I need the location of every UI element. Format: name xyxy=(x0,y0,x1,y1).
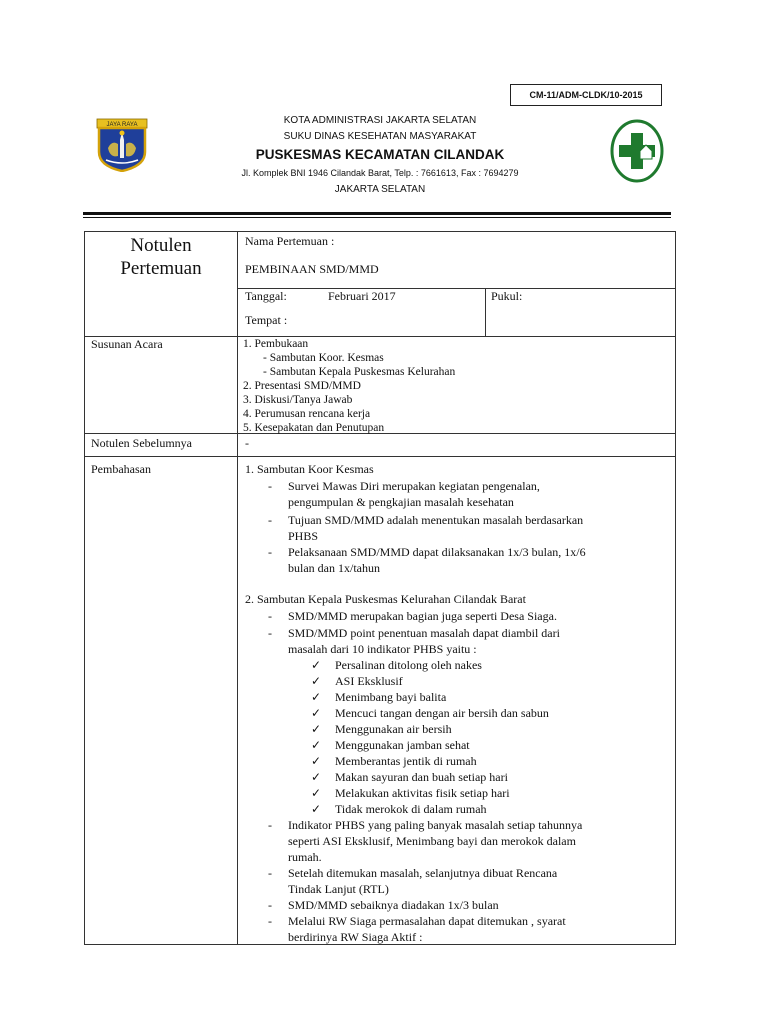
discussion-point: bulan dan 1x/tahun xyxy=(288,561,380,575)
discussion-heading-1: 1. Sambutan Koor Kesmas xyxy=(245,462,374,476)
header-institution: PUSKESMAS KECAMATAN CILANDAK xyxy=(255,147,505,162)
discussion-point: berdirinya RW Siaga Aktif : xyxy=(288,930,423,944)
agenda-subitem: - Sambutan Kepala Puskesmas Kelurahan xyxy=(263,366,456,378)
discussion-point: SMD/MMD merupakan bagian juga seperti Desa Siaga. xyxy=(288,609,557,623)
phbs-indicator: Menimbang bayi balita xyxy=(335,690,447,704)
column-divider xyxy=(485,288,486,336)
agenda-item: 2. Presentasi SMD/MMD xyxy=(243,380,361,392)
row-divider xyxy=(85,456,675,457)
discussion-point: seperti ASI Eksklusif, Menimbang bayi dan merokok dalam xyxy=(288,834,576,848)
dash-bullet: - xyxy=(268,609,272,623)
check-icon: ✓ xyxy=(311,738,322,752)
row-divider xyxy=(85,336,675,337)
phbs-indicator: Menggunakan jamban sehat xyxy=(335,738,470,752)
agenda-item: 3. Diskusi/Tanya Jawab xyxy=(243,394,353,406)
discussion-point: rumah. xyxy=(288,850,322,864)
meeting-name-value: PEMBINAAN SMD/MMD xyxy=(245,262,379,276)
phbs-indicator: ASI Eksklusif xyxy=(335,674,403,688)
dash-bullet: - xyxy=(268,626,272,640)
discussion-point: Setelah ditemukan masalah, selanjutnya dibuat Rencana xyxy=(288,866,558,880)
phbs-indicator: Makan sayuran dan buah setiap hari xyxy=(335,770,508,784)
header-region: JAKARTA SELATAN xyxy=(334,184,426,195)
agenda-subitem: - Sambutan Koor. Kesmas xyxy=(263,352,384,364)
date-label: Tanggal: xyxy=(245,289,287,303)
phbs-indicator: Memberantas jentik di rumah xyxy=(335,754,477,768)
check-icon: ✓ xyxy=(311,674,322,688)
phbs-indicator: Melakukan aktivitas fisik setiap hari xyxy=(335,786,510,800)
time-label: Pukul: xyxy=(491,289,523,303)
minutes-table xyxy=(84,231,676,945)
header-department: SUKU DINAS KESEHATAN MASYARAKAT xyxy=(283,131,477,142)
discussion-point: Pelaksanaan SMD/MMD dapat dilaksanakan 1x/3 bulan, 1x/6 xyxy=(288,545,586,559)
header-address: Jl. Komplek BNI 1946 Cilandak Barat, Telp. : 7661613, Fax : 7694279 xyxy=(241,168,519,178)
row-divider xyxy=(237,288,675,289)
check-icon: ✓ xyxy=(311,754,322,768)
discussion-label: Pembahasan xyxy=(91,462,151,476)
dash-bullet: - xyxy=(268,545,272,559)
header-divider-thin xyxy=(83,217,671,218)
phbs-indicator: Tidak merokok di dalam rumah xyxy=(335,802,487,816)
place-label: Tempat : xyxy=(245,313,288,327)
agenda-item: 1. Pembukaan xyxy=(243,338,309,350)
agenda-item: 5. Kesepakatan dan Penutupan xyxy=(243,422,385,434)
discussion-point: pengumpulan & pengkajian masalah kesehatan xyxy=(288,495,514,509)
header-city-admin: KOTA ADMINISTRASI JAKARTA SELATAN xyxy=(283,115,477,126)
table-title-line2: Pertemuan xyxy=(120,258,202,279)
phbs-indicator: Mencuci tangan dengan air bersih dan sabun xyxy=(335,706,549,720)
dash-bullet: - xyxy=(268,479,272,493)
phbs-indicator: Menggunakan air bersih xyxy=(335,722,452,736)
dash-bullet: - xyxy=(268,898,272,912)
discussion-point: SMD/MMD sebaiknya diadakan 1x/3 bulan xyxy=(288,898,499,912)
previous-minutes-label: Notulen Sebelumnya xyxy=(91,436,192,450)
discussion-point: masalah dari 10 indikator PHBS yaitu : xyxy=(288,642,477,656)
date-value: Februari 2017 xyxy=(328,289,396,303)
discussion-heading-2: 2. Sambutan Kepala Puskesmas Kelurahan Cilandak Barat xyxy=(245,592,526,606)
svg-text:JAYA RAYA: JAYA RAYA xyxy=(106,122,138,128)
check-icon: ✓ xyxy=(311,802,322,816)
check-icon: ✓ xyxy=(311,706,322,720)
header-divider-thick xyxy=(83,212,671,215)
column-divider xyxy=(237,232,238,944)
discussion-point: PHBS xyxy=(288,529,319,543)
discussion-point: SMD/MMD point penentuan masalah dapat diambil dari xyxy=(288,626,560,640)
dash-bullet: - xyxy=(268,914,272,928)
dash-bullet: - xyxy=(268,866,272,880)
discussion-point: Tujuan SMD/MMD adalah menentukan masalah berdasarkan xyxy=(288,513,584,527)
check-icon: ✓ xyxy=(311,690,322,704)
phbs-indicator: Persalinan ditolong oleh nakes xyxy=(335,658,482,672)
discussion-point: Survei Mawas Diri merupakan kegiatan pengenalan, xyxy=(288,479,540,493)
table-title-line1: Notulen xyxy=(130,235,192,256)
check-icon: ✓ xyxy=(311,786,322,800)
check-icon: ✓ xyxy=(311,770,322,784)
meeting-name-label: Nama Pertemuan : xyxy=(245,234,335,248)
jakarta-crest-logo xyxy=(96,118,148,172)
dash-bullet: - xyxy=(268,513,272,527)
agenda-label: Susunan Acara xyxy=(91,337,163,351)
discussion-point: Indikator PHBS yang paling banyak masalah setiap tahunnya xyxy=(288,818,583,832)
document-code: CM-11/ADM-CLDK/10-2015 xyxy=(510,84,662,106)
check-icon: ✓ xyxy=(311,722,322,736)
check-icon: ✓ xyxy=(311,658,322,672)
discussion-point: Tindak Lanjut (RTL) xyxy=(288,882,389,896)
puskesmas-logo xyxy=(610,119,664,183)
agenda-item: 4. Perumusan rencana kerja xyxy=(243,408,371,420)
dash-bullet: - xyxy=(268,818,272,832)
previous-minutes-value: - xyxy=(245,436,249,450)
discussion-point: Melalui RW Siaga permasalahan dapat ditemukan , syarat xyxy=(288,914,566,928)
